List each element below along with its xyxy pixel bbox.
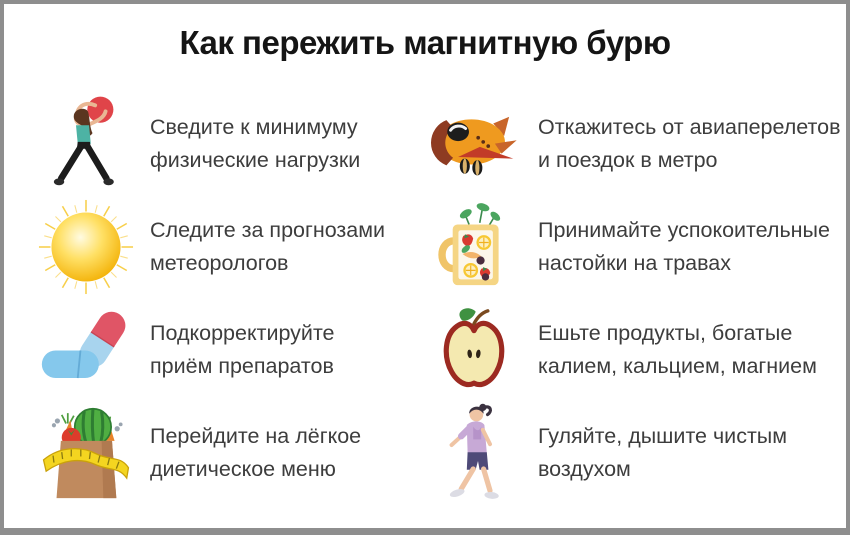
tip-item-pills <box>38 298 426 401</box>
tip-item-grocery-bag <box>38 401 426 504</box>
tip-line: Подкорректируйте <box>150 320 335 345</box>
tip-text <box>150 317 335 383</box>
tip-line: воздухом <box>538 456 631 481</box>
airplane-icon <box>426 94 522 194</box>
tip-text <box>538 111 841 177</box>
tip-item-walking <box>426 401 842 504</box>
tip-line: диетическое меню <box>150 456 336 481</box>
tip-line: и поездок в метро <box>538 147 718 172</box>
tip-item-sun <box>38 195 426 298</box>
grocery-bag-icon <box>38 403 134 503</box>
tip-line: Перейдите на лёгкое <box>150 423 362 448</box>
tip-line: калием, кальцием, магнием <box>538 353 817 378</box>
tip-text <box>150 214 385 280</box>
tip-line: метеорологов <box>150 250 289 275</box>
pills-icon <box>38 300 134 400</box>
tip-text <box>150 420 361 486</box>
tip-text <box>538 214 830 280</box>
herbal-drink-icon <box>426 197 522 297</box>
tip-item-herbal-drink <box>426 195 842 298</box>
apple-icon <box>426 300 522 400</box>
tip-line: приём препаратов <box>150 353 334 378</box>
tip-line: Откажитесь от авиаперелетов <box>538 114 841 139</box>
tip-text <box>538 317 817 383</box>
tip-line: Сведите к минимуму <box>150 114 358 139</box>
page-title: Как пережить магнитную бурю <box>179 24 671 61</box>
sun-icon <box>38 197 134 297</box>
tip-line: Ешьте продукты, богатые <box>538 320 793 345</box>
exercise-icon <box>38 94 134 194</box>
tip-line: Следите за прогнозами <box>150 217 386 242</box>
tip-line: физические нагрузки <box>150 147 361 172</box>
tip-item-airplane <box>426 92 842 195</box>
tips-grid <box>4 92 846 504</box>
tip-line: Принимайте успокоительные <box>538 217 830 242</box>
tip-item-apple <box>426 298 842 401</box>
walking-person-icon <box>426 403 522 503</box>
tip-line: Гуляйте, дышите чистым <box>538 423 788 448</box>
tip-item-exercise <box>38 92 426 195</box>
tip-text <box>150 111 360 177</box>
tip-line: настойки на травах <box>538 250 731 275</box>
tip-text <box>538 420 787 486</box>
